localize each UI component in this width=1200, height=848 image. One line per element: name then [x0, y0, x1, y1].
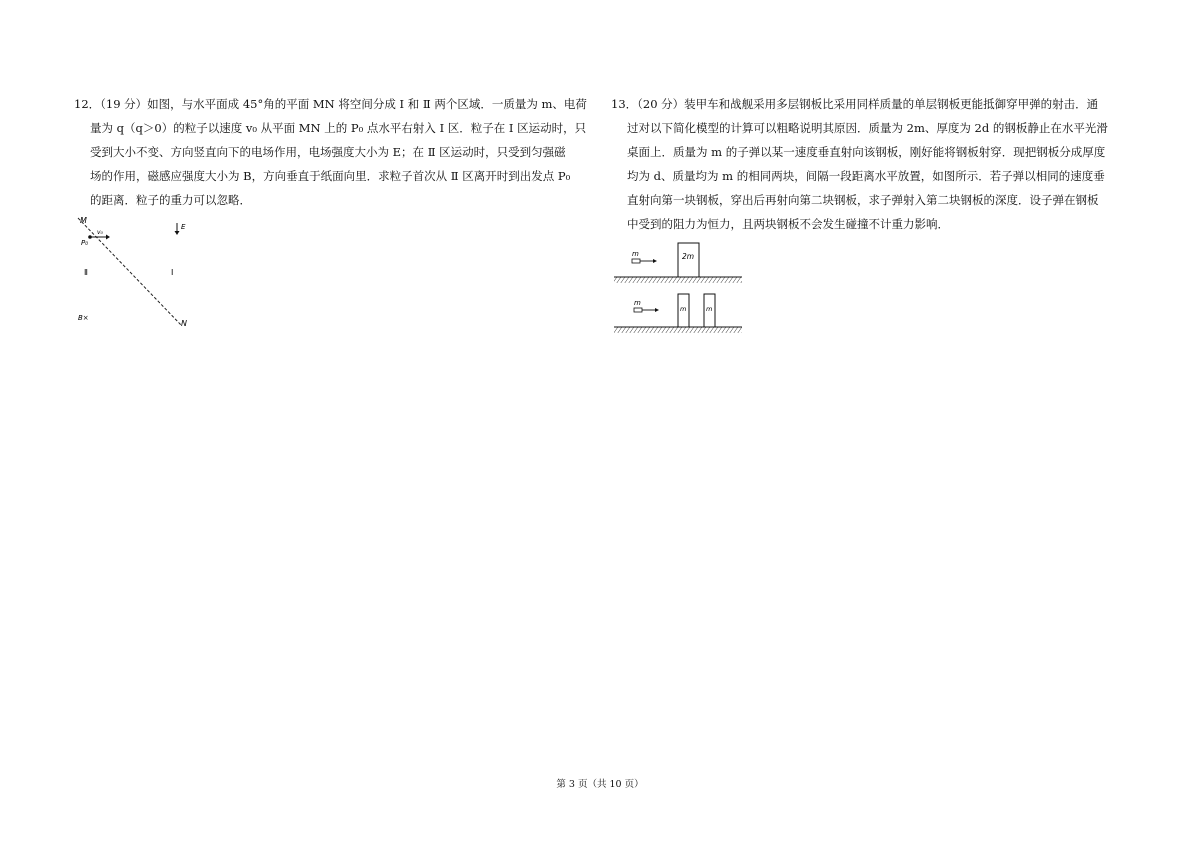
label-plate-first: m: [680, 305, 687, 313]
floor-top-hatch: [614, 277, 742, 283]
label-bullet-bottom: m: [634, 299, 641, 307]
v0-arrowhead: [106, 235, 110, 240]
label-plate-second: m: [706, 305, 713, 313]
label-n: N: [181, 319, 187, 328]
bullet-bottom-arrowhead: [655, 308, 659, 312]
q12-line-5: 的距离．粒子的重力可以忽略．: [90, 193, 251, 207]
label-b-field: B×: [78, 314, 89, 322]
label-v0: v₀: [97, 229, 103, 236]
label-region-2: Ⅱ: [84, 268, 88, 277]
q13-line-6: 中受到的阻力为恒力，且两块钢板不会发生碰撞不计重力影响．: [627, 217, 949, 231]
q13-line-2: 过对以下简化模型的计算可以粗略说明其原因．质量为 2m、厚度为 2d 的钢板静止在水平光滑: [627, 121, 1108, 135]
page-footer: 第 3 页（共 10 页）: [556, 779, 644, 790]
label-p0: P₀: [81, 239, 89, 247]
bullet-bottom: [634, 308, 642, 312]
q13-line-5: 直射向第一块钢板，穿出后再射向第二块钢板，求子弹射入第二块钢板的深度．设子弹在钢板: [627, 193, 1099, 207]
question-12: [74, 92, 590, 212]
q12-figure: [70, 212, 200, 334]
label-e: E: [181, 223, 186, 231]
e-field-arrowhead: [175, 231, 180, 235]
q12-line-2: 量为 q（q＞0）的粒子以速度 v₀ 从平面 MN 上的 P₀ 点水平右射入 Ⅰ 区．粒子在 Ⅰ 区运动时，只: [90, 121, 587, 135]
q13-line-4: 均为 d、质量均为 m 的相同两块，间隔一段距离水平放置，如图所示．若子弹以相同的速度垂: [627, 169, 1105, 183]
label-plate-2m: 2m: [682, 252, 695, 261]
floor-bottom-hatch: [614, 327, 742, 333]
label-bullet-top: m: [632, 250, 639, 258]
q13-line-3: 桌面上．质量为 m 的子弹以某一速度垂直射向该钢板，刚好能将钢板射穿．现把钢板分成厚度: [627, 145, 1106, 159]
q13-figure: [612, 238, 748, 340]
q13-line-1: 13．（20 分）装甲车和战舰采用多层钢板比采用同样质量的单层钢板更能抵御穿甲弹的射击．通: [611, 97, 1099, 111]
bullet-top: [632, 259, 640, 263]
label-region-1: Ⅰ: [171, 268, 174, 277]
q12-line-4: 场的作用，磁感应强度大小为 B，方向垂直于纸面向里．求粒子首次从 Ⅱ 区离开时到出发点 P₀: [90, 169, 571, 183]
label-m: M: [80, 216, 87, 225]
q12-line-3: 受到大小不变、方向竖直向下的电场作用，电场强度大小为 E；在 Ⅱ 区运动时，只受到匀强磁: [90, 145, 566, 159]
q12-line-1: 12．（19 分）如图，与水平面成 45°角的平面 MN 将空间分成 Ⅰ 和 Ⅱ 两个区域．一质量为 m、电荷: [74, 97, 587, 111]
mn-plane-line: [78, 218, 182, 326]
bullet-top-arrowhead: [653, 259, 657, 263]
question-13: [611, 92, 1127, 236]
